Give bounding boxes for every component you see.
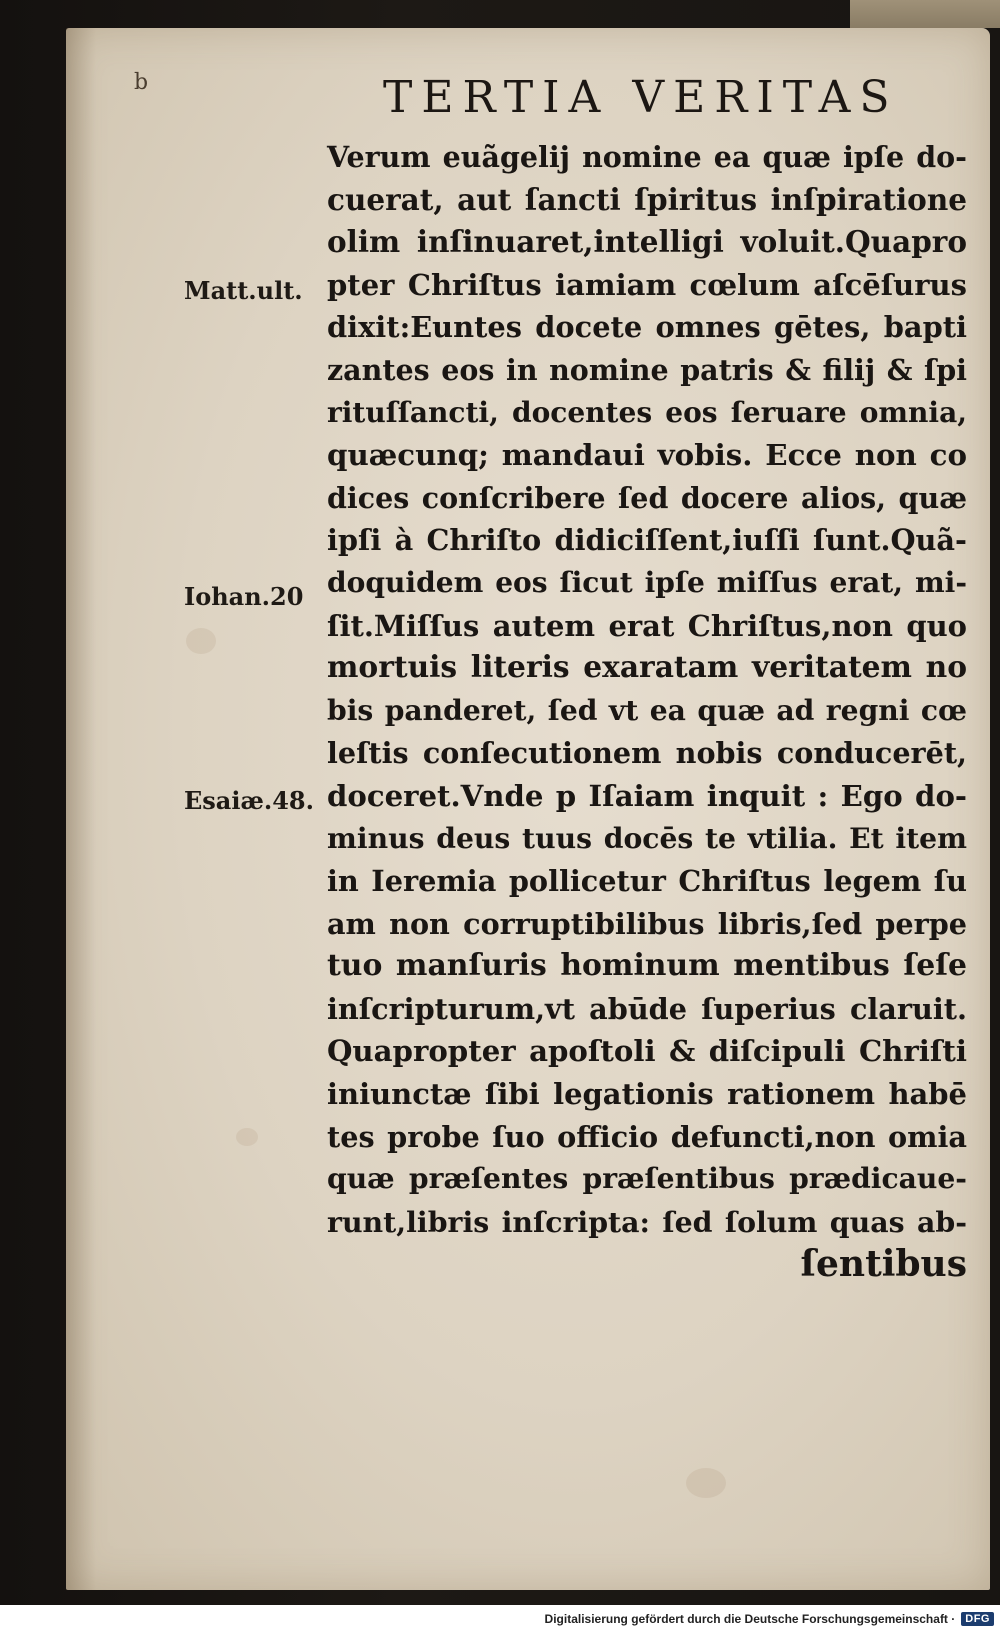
text-line: Verum euãgelij nomine ea quæ ipſe do- — [327, 140, 967, 174]
digitization-footer — [0, 1605, 1000, 1633]
text-line: tuo manſuris hominum mentibus ſeſe — [327, 948, 967, 984]
text-line: bis panderet, ſed vt ea quæ ad regni cœ — [327, 693, 967, 727]
text-line: am non corruptibilibus libris,ſed perpe — [327, 906, 967, 941]
paper-stain — [186, 628, 216, 654]
text-line: quæcunq; mandaui vobis. Ecce non co — [327, 438, 967, 473]
text-line: quæ præſentes præſentibus prædicaue- — [327, 1162, 967, 1196]
text-line: ſit.Miſſus autem erat Chriſtus,non quo — [327, 608, 967, 643]
text-line: dices conſcribere ſed docere alios, quæ — [327, 480, 967, 515]
text-line: runt,libris inſcripta: ſed ſolum quas ab- — [327, 1204, 967, 1239]
text-line: cuerat, aut ſancti ſpiritus inſpiratione — [327, 181, 967, 217]
paper-stain — [686, 1468, 726, 1498]
marginal-note-isaiah: Esaiæ.48. — [184, 786, 314, 815]
text-line: doquidem eos ſicut ipſe miſſus erat, mi- — [327, 565, 967, 599]
text-line: iniunctæ ſibi legationis rationem habē — [327, 1077, 967, 1112]
text-line: olim inſinuaret,intelligi voluit.Quapro — [327, 224, 967, 260]
text-line: dixit:Euntes docete omnes gētes, bapti — [327, 310, 967, 345]
dfg-logo-icon: DFG — [961, 1612, 994, 1626]
text-line: tes probe ſuo officio defuncti,non omia — [327, 1119, 967, 1154]
text-line: inſcripturum,vt abūde ſuperius claruit. — [327, 991, 967, 1026]
text-line: in Ieremia pollicetur Chriſtus legem ſu — [327, 864, 967, 899]
paper-stain — [236, 1128, 258, 1146]
catchword: ſentibus — [800, 1243, 967, 1286]
text-line: ipſi à Chriſto didiciſſent,iuſſi ſunt.Quã- — [327, 523, 967, 558]
text-line: pter Chriſtus iamiam cœlum aſcēſurus — [327, 267, 967, 302]
marginal-note-john: Iohan.20 — [184, 582, 304, 611]
text-line: mortuis literis exaratam veritatem no — [327, 650, 967, 686]
marginal-note-matthew: Matt.ult. — [184, 276, 303, 305]
text-line: minus deus tuus docēs te vtilia. Et item — [327, 821, 967, 855]
text-line: Quapropter apoſtoli & diſcipuli Chriſti — [327, 1034, 967, 1069]
page-signature: b — [134, 70, 149, 95]
body-text — [327, 136, 967, 1286]
footer-credit: Digitalisierung gefördert durch die Deutsche Forschungsgemeinschaft · — [544, 1612, 956, 1626]
text-line: leſtis conſecutionem nobis conducerēt, — [327, 736, 967, 771]
scan-corner-tab — [850, 0, 1000, 28]
text-line: rituſſancti, docentes eos ſeruare omnia, — [327, 395, 967, 429]
text-line: doceret.Vnde p Iſaiam inquit : Ego do- — [327, 778, 967, 813]
text-line: zantes eos in nomine patris & filij & ſpi — [327, 352, 967, 387]
running-head: TERTIA VERITAS — [383, 72, 899, 123]
